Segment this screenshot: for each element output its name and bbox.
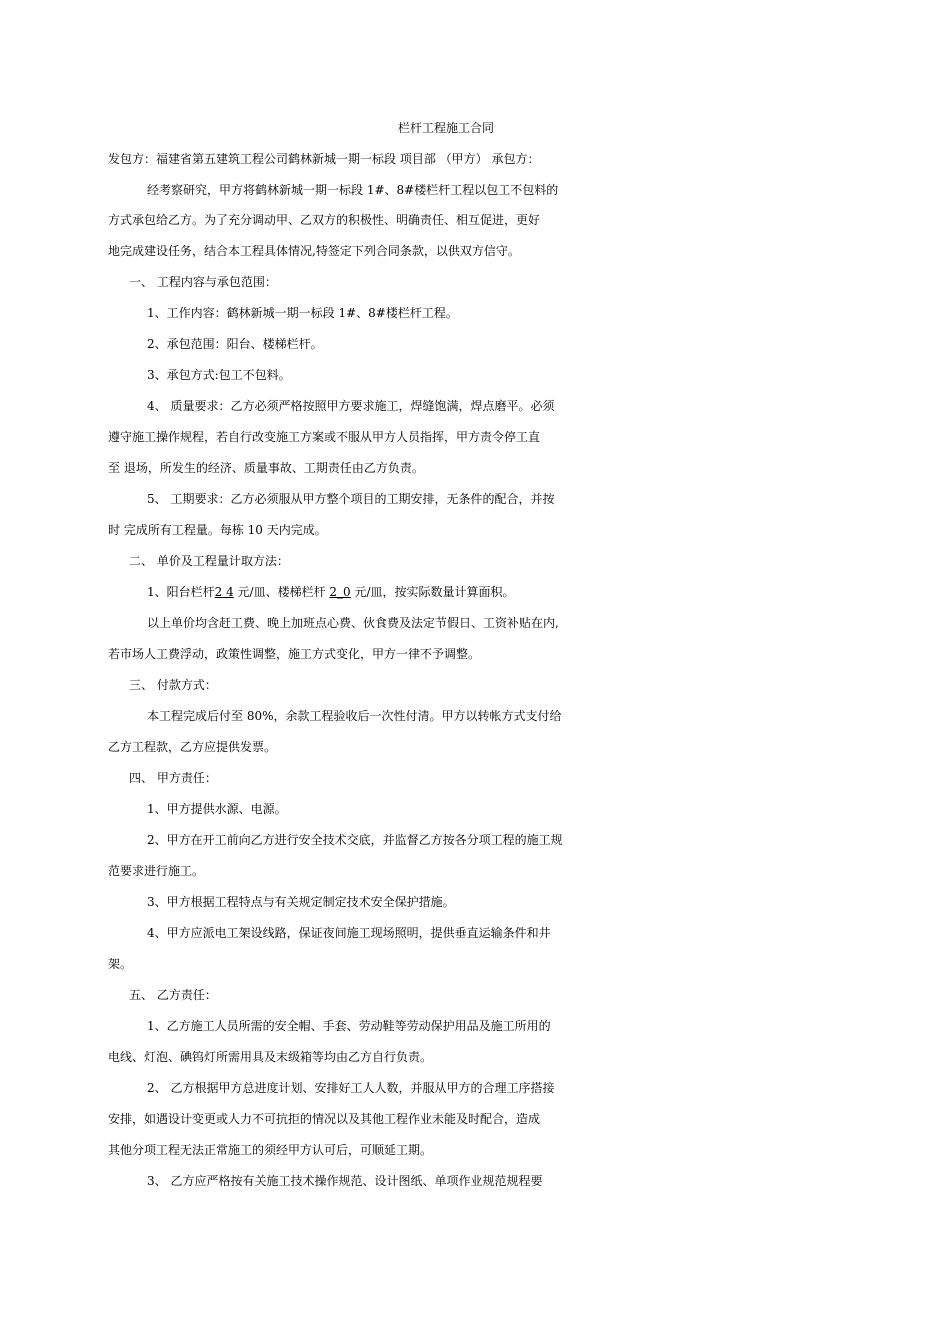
clause-line: 以上单价均含赶工费、晚上加班点心费、伙食费及法定节假日、工资补贴在内, [147,616,559,630]
clause-line: 架。 [108,957,133,971]
section-heading: 五、 乙方责任： [129,988,217,1002]
clause-line: 1、乙方施工人员所需的安全帽、手套、劳动鞋等劳动保护用品及施工所用的 [147,1019,551,1033]
section-heading: 四、 甲方责任： [129,771,217,785]
clause-line: 1、甲方提供水源、电源。 [147,802,287,816]
clause-line: 2、 乙方根据甲方总进度计划、安排好工人人数，并服从甲方的合理工序搭接 [147,1081,555,1095]
clause-line: 3、甲方根据工程特点与有关规定制定技术安全保护措施。 [147,895,455,909]
section-heading: 三、 付款方式： [129,678,217,692]
clause-line: 电线、灯泡、碘钨灯所需用具及末级箱等均由乙方自行负责。 [108,1050,433,1064]
price-line [147,576,950,608]
clause-line: 若市场人工费浮动，政策性调整，施工方式变化，甲方一律不予调整。 [108,647,481,661]
clause-line: 5、 工期要求：乙方必须服从甲方整个项目的工期安排，无条件的配合，并按 [147,492,555,506]
price-line-prefix: 1、阳台栏杆 [147,585,215,599]
clause-line: 4、 质量要求：乙方必须严格按照甲方要求施工，焊缝饱满，焊点磨平。必须 [147,399,555,413]
balcony-price: 2 4 [214,585,234,599]
clause-line: 1、工作内容：鹤林新城一期一标段 1#、8#楼栏杆工程。 [147,306,458,320]
clause-line: 4、甲方应派电工架设线路，保证夜间施工现场照明，提供垂直运输条件和井 [147,926,551,940]
clause-line: 3、承包方式:包工不包料。 [147,368,291,382]
paragraph-line: 地完成建设任务，结合本工程具体情况,特签定下列合同条款，以供双方信守。 [108,244,520,258]
paragraph-line: 方式承包给乙方。为了充分调动甲、乙双方的积极性、明确责任、相互促进，更好 [108,213,541,227]
clause-line: 本工程完成后付至 80%，余款工程验收后一次性付清。甲方以转帐方式支付给 [147,709,562,723]
section-heading: 一、 工程内容与承包范围： [129,275,277,289]
clause-line: 2、甲方在开工前向乙方进行安全技术交底，并监督乙方按各分项工程的施工规 [147,833,563,847]
stair-price: 2_0 [329,585,351,599]
price-line-middle: 元/皿、楼梯栏杆 [233,585,330,599]
clause-line: 3、 乙方应严格按有关施工技术操作规范、设计图纸、单项作业规范规程要 [147,1174,543,1188]
clause-line: 时 完成所有工程量。每栋 10 天内完成。 [108,523,327,537]
section-heading: 二、 单价及工程量计取方法： [129,554,289,568]
paragraph-line: 经考察研究，甲方将鹤林新城一期一标段 1#、8#楼栏杆工程以包工不包料的 [147,183,559,197]
parties-line: 发包方：福建省第五建筑工程公司鹤林新城一期一标段 项目部 （甲方） 承包方： [108,152,540,166]
price-line-suffix: 元/皿，按实际数量计算面积。 [350,585,515,599]
document-title: 栏杆工程施工合同 [398,121,495,135]
clause-line: 乙方工程款，乙方应提供发票。 [108,740,277,754]
clause-line: 安排，如遇设计变更或人力不可抗拒的情况以及其他工程作业未能及时配合，造成 [108,1112,541,1126]
clause-line: 至 退场，所发生的经济、质量事故、工期责任由乙方负责。 [108,461,424,475]
clause-line: 其他分项工程无法正常施工的须经甲方认可后，可顺延工期。 [108,1143,433,1157]
clause-line: 范要求进行施工。 [108,864,205,878]
clause-line: 2、承包范围：阳台、楼梯栏杆。 [147,337,323,351]
clause-line: 遵守施工操作规程，若自行改变施工方案或不服从甲方人员指挥，甲方责令停工直 [108,430,541,444]
